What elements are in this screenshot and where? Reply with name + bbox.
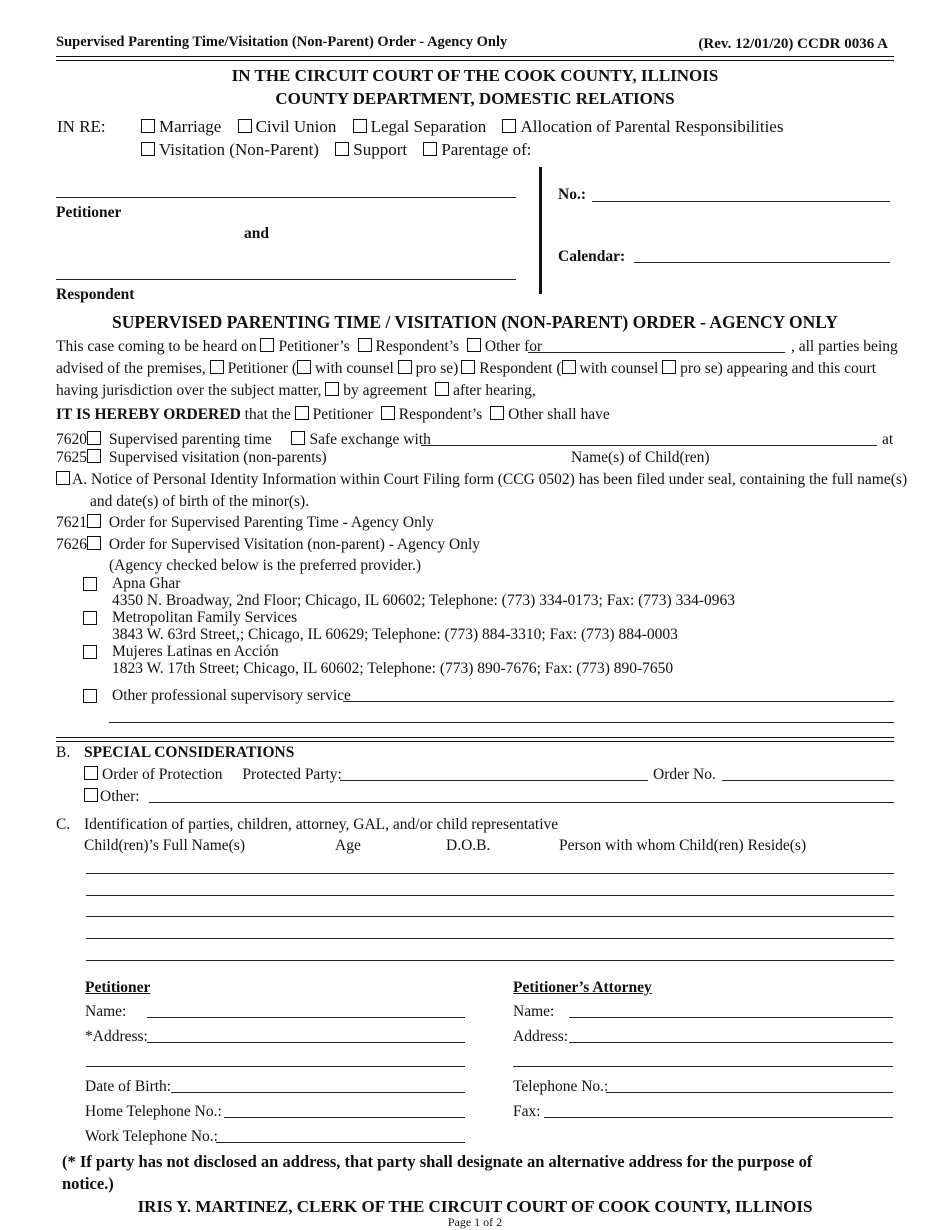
footnote-line-2: notice.) <box>62 1174 114 1193</box>
other-service-label: Other professional supervisory service <box>112 687 351 704</box>
order-title: SUPERVISED PARENTING TIME / VISITATION (NON-PARENT) ORDER - AGENCY ONLY <box>112 312 838 332</box>
preferred-provider-note: (Agency checked below is the preferred provider.) <box>109 557 422 574</box>
checkbox-respondent-appearing[interactable] <box>461 360 475 374</box>
order-no-label: Order No. <box>653 766 716 783</box>
attorney-address-field-2[interactable] <box>513 1066 893 1067</box>
petitioner-dob-label: Date of Birth: <box>85 1078 172 1095</box>
other-consideration-field[interactable] <box>149 802 894 803</box>
checkbox-other-service[interactable] <box>83 689 97 703</box>
at-label: at <box>882 431 894 448</box>
child-names-field[interactable] <box>421 445 877 446</box>
petitioner-address-field-2[interactable] <box>86 1066 465 1067</box>
court-department: COUNTY DEPARTMENT, DOMESTIC RELATIONS <box>275 89 675 108</box>
case-type-option[interactable]: Parentage of: <box>423 140 531 159</box>
checkbox-petitioner-with-counsel[interactable] <box>297 360 311 374</box>
agency-address: 3843 W. 63rd Street,; Chicago, IL 60629; Telephone: (773) 884-3310; Fax: (773) 884-0003 <box>112 626 678 643</box>
checkbox-7626[interactable] <box>87 536 101 550</box>
attorney-name-label: Name: <box>513 1003 555 1020</box>
other-consideration-row: Other: <box>84 788 140 806</box>
calendar-label: Calendar: <box>558 248 626 265</box>
respondent-caption-label: Respondent <box>56 286 135 303</box>
order-no-field[interactable] <box>722 780 894 781</box>
checkbox-7625[interactable] <box>87 449 101 463</box>
petitioner-name-line[interactable] <box>56 197 516 198</box>
checkbox-by-agreement[interactable] <box>325 382 339 396</box>
petitioner-work-tel-label: Work Telephone No.: <box>85 1128 218 1145</box>
attorney-tel-label: Telephone No.: <box>513 1078 609 1095</box>
checkbox-parentage[interactable] <box>423 142 437 156</box>
protected-party-field[interactable] <box>340 780 648 781</box>
case-type-option[interactable]: Marriage <box>141 117 221 136</box>
clerk-name: IRIS Y. MARTINEZ, CLERK OF THE CIRCUIT COURT OF COOK COUNTY, ILLINOIS <box>137 1197 813 1216</box>
attorney-fax-label: Fax: <box>513 1103 541 1120</box>
attorney-name-field[interactable] <box>569 1017 893 1018</box>
child-entry-line[interactable] <box>86 873 894 874</box>
intro-line-2: advised of the premises, Petitioner ( with counsel pro se) Respondent ( with counsel pro se) appearing and this court <box>56 360 877 377</box>
petitioner-address-field[interactable] <box>147 1042 465 1043</box>
petitioner-name-label: Name: <box>85 1003 127 1020</box>
page-number: Page 1 of 2 <box>447 1215 503 1229</box>
code-7625-row: 7625 Supervised visitation (non-parents) <box>56 449 327 466</box>
case-type-option[interactable]: Support <box>335 140 407 159</box>
intro-line-1: This case coming to be heard on Petitioner’s Respondent’s Other for <box>56 338 543 355</box>
checkbox-heard-respondent[interactable] <box>358 338 372 352</box>
case-type-option[interactable]: Visitation (Non-Parent) <box>141 140 319 159</box>
checkbox-marriage[interactable] <box>141 119 155 133</box>
checkbox-respondent-with-counsel[interactable] <box>562 360 576 374</box>
in-re-label: IN RE: <box>57 117 106 136</box>
checkbox-legal-separation[interactable] <box>353 119 367 133</box>
case-number-label: No.: <box>558 186 586 203</box>
form-header-title: Supervised Parenting Time/Visitation (Non-Parent) Order - Agency Only <box>56 34 508 50</box>
section-c-letter: C. <box>56 816 71 833</box>
petitioner-dob-field[interactable] <box>171 1092 465 1093</box>
order-7621-row: 7621 Order for Supervised Parenting Time - Agency Only <box>56 514 434 531</box>
column-dob: D.O.B. <box>446 837 491 854</box>
checkbox-agency-apna-ghar[interactable] <box>83 577 97 591</box>
child-entry-line[interactable] <box>86 938 894 939</box>
agency-address: 1823 W. 17th Street; Chicago, IL 60602; Telephone: (773) 890-7676; Fax: (773) 890-7650 <box>112 660 674 677</box>
header-rule-2 <box>56 60 894 61</box>
checkbox-safe-exchange[interactable] <box>291 431 305 445</box>
column-child-names: Child(ren)’s Full Name(s) <box>84 837 246 854</box>
checkbox-7621[interactable] <box>87 514 101 528</box>
checkbox-7620[interactable] <box>87 431 101 445</box>
intro-line-3: having jurisdiction over the subject matter, by agreement after hearing, <box>56 382 536 399</box>
in-re-row-2 <box>141 140 531 160</box>
in-re-row-1 <box>141 117 783 137</box>
checkbox-agency-metropolitan[interactable] <box>83 611 97 625</box>
case-type-option[interactable]: Legal Separation <box>353 117 487 136</box>
checkbox-order-of-protection[interactable] <box>84 766 98 780</box>
child-entry-line[interactable] <box>86 895 894 896</box>
section-c-title: Identification of parties, children, attorney, GAL, and/or child representative <box>84 816 559 833</box>
checkbox-heard-other[interactable] <box>467 338 481 352</box>
checkbox-petitioner-appearing[interactable] <box>210 360 224 374</box>
checkbox-allocation[interactable] <box>502 119 516 133</box>
section-b-title: SPECIAL CONSIDERATIONS <box>84 744 295 761</box>
checkbox-ordered-other[interactable] <box>490 406 504 420</box>
petitioner-work-tel-field[interactable] <box>216 1142 465 1143</box>
child-entry-line[interactable] <box>86 960 894 961</box>
column-reside: Person with whom Child(ren) Reside(s) <box>559 837 807 854</box>
case-type-option[interactable]: Allocation of Parental Responsibilities <box>502 117 783 136</box>
petitioner-caption-label: Petitioner <box>56 204 122 221</box>
other-service-field[interactable] <box>343 701 894 702</box>
notice-a-line-1: A. Notice of Personal Identity Information within Court Filing form (CCG 0502) has been filed under seal, containing the full name(s) <box>56 471 907 489</box>
agency-name: Metropolitan Family Services <box>112 609 298 626</box>
agency-address: 4350 N. Broadway, 2nd Floor; Chicago, IL 60602; Telephone: (773) 334-0173; Fax: (773) 334-0963 <box>112 592 735 609</box>
ordered-line: IT IS HEREBY ORDERED that the Petitioner Respondent’s Other shall have <box>56 406 610 423</box>
petitioner-address-label: *Address: <box>85 1028 148 1045</box>
column-age: Age <box>335 837 361 854</box>
all-parties-text: , all parties being <box>791 338 898 355</box>
footnote-line-1: (* If party has not disclosed an address, that party shall designate an alternative address for the purpose of <box>62 1152 813 1171</box>
child-names-caption: Name(s) of Child(ren) <box>571 449 710 466</box>
petitioner-name-field[interactable] <box>147 1017 465 1018</box>
attorney-tel-field[interactable] <box>606 1092 893 1093</box>
checkbox-visitation[interactable] <box>141 142 155 156</box>
petitioner-home-tel-label: Home Telephone No.: <box>85 1103 222 1120</box>
header-rule-1 <box>56 56 894 57</box>
form-revision: (Rev. 12/01/20) CCDR 0036 A <box>698 36 888 52</box>
order-7626-row: 7626 Order for Supervised Visitation (non-parent) - Agency Only <box>56 536 480 553</box>
attorney-address-label: Address: <box>513 1028 569 1045</box>
case-type-option[interactable]: Civil Union <box>238 117 337 136</box>
petitioner-heading: Petitioner <box>85 979 151 996</box>
agency-name: Mujeres Latinas en Acción <box>112 643 279 660</box>
checkbox-heard-petitioner[interactable] <box>260 338 274 352</box>
agency-name: Apna Ghar <box>112 575 181 592</box>
attorney-address-field[interactable] <box>569 1042 893 1043</box>
checkbox-respondent-pro-se[interactable] <box>662 360 676 374</box>
checkbox-notice-a[interactable] <box>56 471 70 485</box>
order-of-protection-row: Order of Protection Protected Party: <box>84 766 342 784</box>
other-service-field-2[interactable] <box>109 722 894 723</box>
section-b-rule-1 <box>56 737 894 738</box>
section-b-letter: B. <box>56 744 71 761</box>
checkbox-ordered-petitioner[interactable] <box>295 406 309 420</box>
checkbox-petitioner-pro-se[interactable] <box>398 360 412 374</box>
checkbox-civil-union[interactable] <box>238 119 252 133</box>
calendar-field[interactable] <box>634 262 890 263</box>
child-entry-line[interactable] <box>86 916 894 917</box>
checkbox-other-consideration[interactable] <box>84 788 98 802</box>
checkbox-support[interactable] <box>335 142 349 156</box>
attorney-heading: Petitioner’s Attorney <box>513 979 652 996</box>
respondent-name-line[interactable] <box>56 279 516 280</box>
court-name: IN THE CIRCUIT COURT OF THE COOK COUNTY, ILLINOIS <box>231 66 719 85</box>
section-b-rule-2 <box>56 741 894 742</box>
case-number-field[interactable] <box>592 201 890 202</box>
caption-divider <box>539 167 542 294</box>
code-7620-row: 7620 Supervised parenting time Safe exchange with <box>56 431 431 448</box>
and-label: and <box>244 225 269 242</box>
other-for-field[interactable] <box>528 352 785 353</box>
checkbox-agency-mujeres-latinas[interactable] <box>83 645 97 659</box>
checkbox-ordered-respondent[interactable] <box>381 406 395 420</box>
notice-a-line-2: and date(s) of birth of the minor(s). <box>90 493 310 510</box>
attorney-fax-field[interactable] <box>544 1117 893 1118</box>
petitioner-home-tel-field[interactable] <box>224 1117 465 1118</box>
checkbox-after-hearing[interactable] <box>435 382 449 396</box>
